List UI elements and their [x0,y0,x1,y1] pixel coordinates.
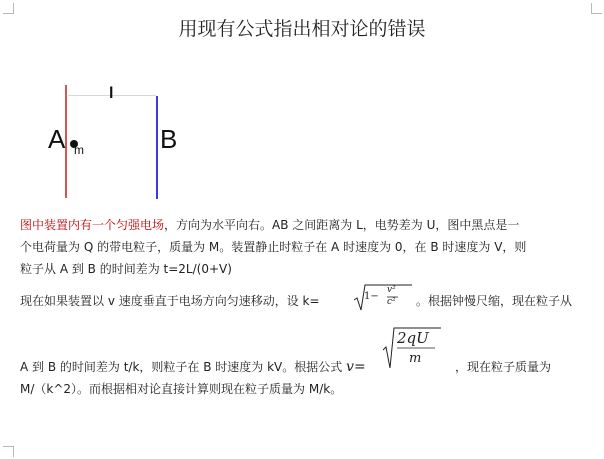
paragraph-1-line-3: 粒子从 A 到 B 的时间差为 t=2L/(0+V) [20,262,232,276]
sqrt-one: 1− [364,291,379,302]
field-diagram [40,80,200,205]
distance-label: l [109,85,114,102]
fraction-denominator: c² [387,297,396,307]
highlighted-text: 图中装置内有一个匀强电场 [20,218,165,232]
sqrt-formula-k [354,283,414,313]
page-corner-mark [3,446,14,457]
paragraph-2-suffix: 。根据钟慢尺缩，现在粒子从 [416,294,573,308]
paragraph-2-line-1 [20,290,320,312]
fraction-denominator: m [409,351,422,366]
page-title: 用现有公式指出相对论的错误 [178,18,426,40]
fraction-numerator: v² [387,285,396,295]
particle-mass-label: m [74,143,84,157]
paragraph-1-line-2: 个电荷量为 Q 的带电粒子，质量为 M。装置静止时粒子在 A 时速度为 0，在 B 时速度为 V，则 [20,240,527,254]
page-corner-mark [3,3,14,14]
fraction-numerator: 2qU [397,329,429,347]
formula-lhs: v= [346,359,366,375]
paragraph-3-line-1 [20,356,366,378]
plate-b-line [156,96,158,199]
paragraph-3-line-2: M/（k^2）。而根据相对论直接计算则现在粒子质量为 M/k。 [20,382,343,396]
paragraph-3-suffix: ，现在粒子质量为 [455,360,552,374]
page-corner-mark [591,3,602,14]
radical-sign-icon [354,283,414,313]
sqrt-formula-velocity [383,326,443,371]
text-run: 现在如果装置以 v 速度垂直于电场方向匀速移动，设 k= [20,294,320,308]
plate-a-label: A [48,124,66,154]
text-run: ，方向为水平向右。AB 之间距离为 L，电势差为 U，图中黑点是一 [164,218,520,232]
plate-b-label: B [160,124,178,154]
text-run: A 到 B 的时间差为 t/k，则粒子在 B 时速度为 kV。根据公式 [20,360,347,374]
paragraph-1-line-1 [20,214,519,236]
